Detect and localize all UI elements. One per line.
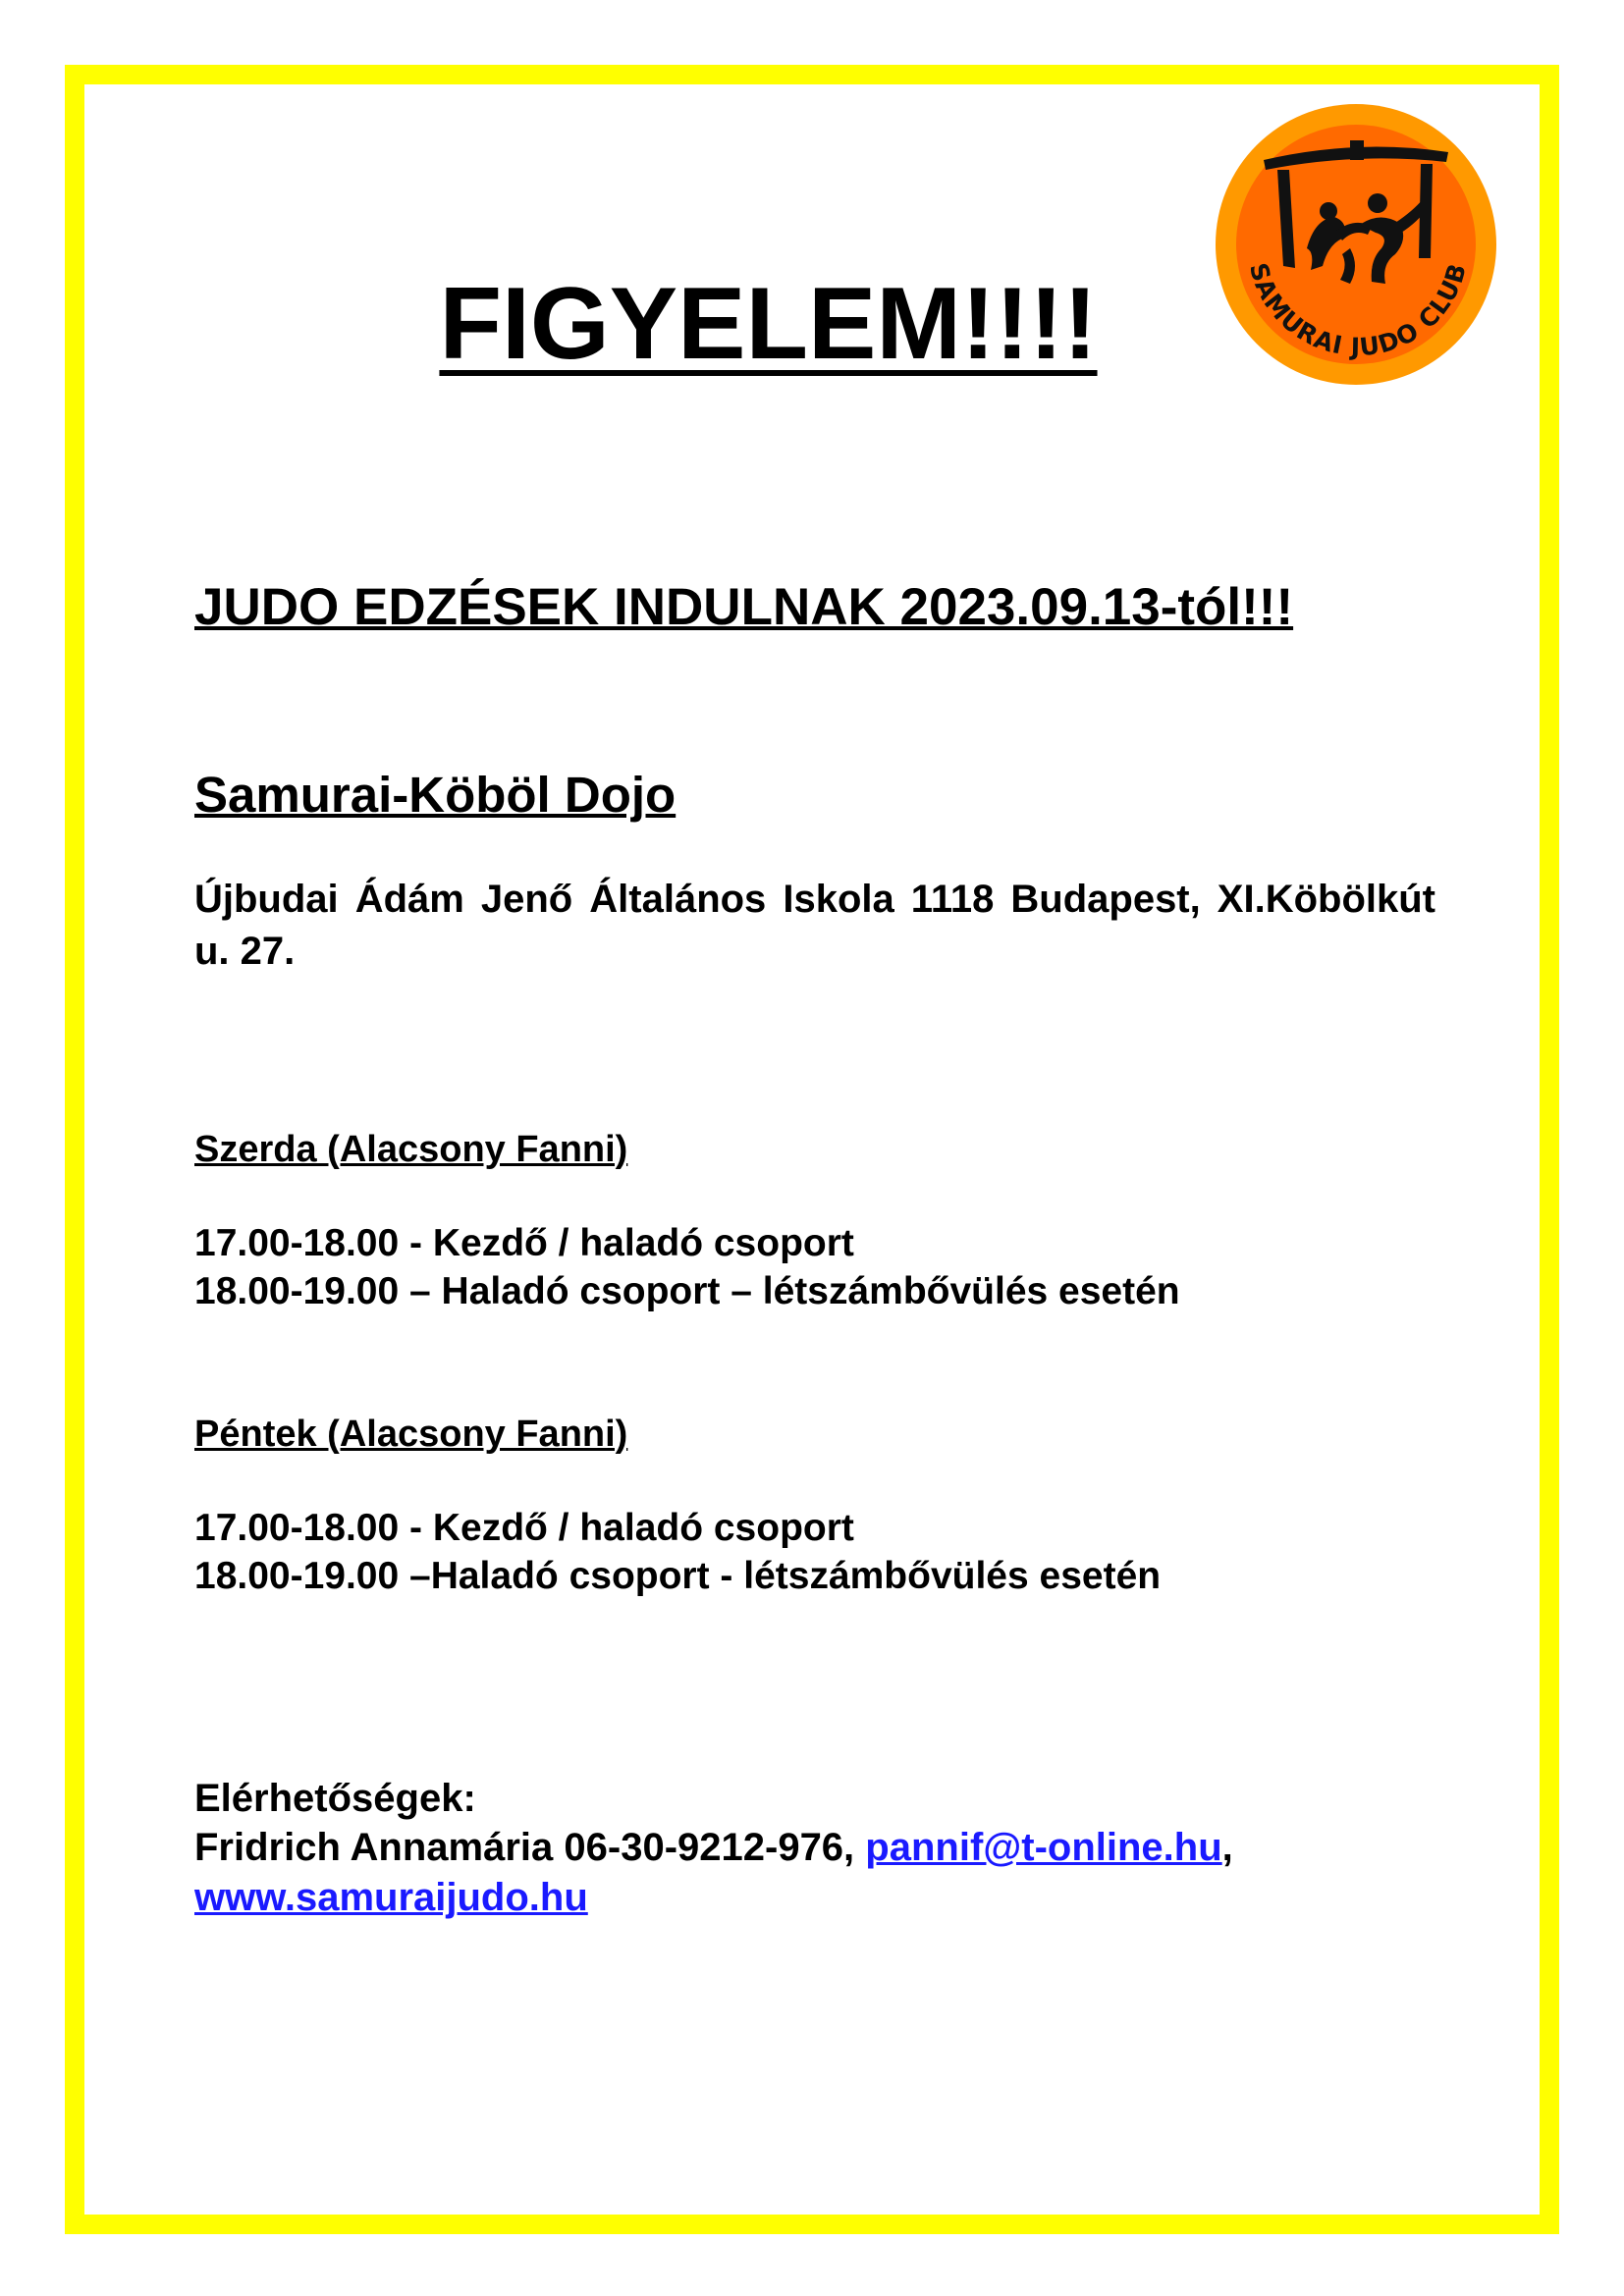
schedule-slot: 17.00-18.00 - Kezdő / haladó csoport (194, 1222, 854, 1264)
schedule-slot: 18.00-19.00 –Haladó csoport - létszámbővülés esetén (194, 1555, 1162, 1597)
logo-arc-text: SAMURAI JUDO CLUB (1243, 259, 1473, 362)
schedule-slot: 18.00-19.00 – Haladó csoport – létszámbővülés esetén (194, 1270, 1180, 1312)
dojo-name: Samurai-Köböl Dojo (194, 767, 677, 823)
contact-comma: , (1221, 1826, 1233, 1869)
dojo-address: Újbudai Ádám Jenő Általános Iskola 1118 Budapest, XI.Köbölkút u. 27. (194, 878, 1435, 973)
schedule-day-wednesday: Szerda (Alacsony Fanni) (194, 1129, 628, 1170)
contact-name-phone: Fridrich Annamária 06-30-9212-976, (194, 1826, 866, 1869)
contact-line (194, 1826, 1233, 1870)
schedule-slot: 17.00-18.00 - Kezdő / haladó csoport (194, 1507, 854, 1549)
contact-website-line (194, 1876, 588, 1920)
schedule-day-friday: Péntek (Alacsony Fanni) (194, 1414, 628, 1455)
website-link[interactable]: www.samuraijudo.hu (194, 1876, 588, 1919)
logo-torii-post (1350, 140, 1364, 160)
contact-heading: Elérhetőségek: (194, 1777, 476, 1820)
page-title: FIGYELEM!!!! (439, 267, 1098, 381)
training-start-announcement: JUDO EDZÉSEK INDULNAK 2023.09.13-tól!!! (194, 578, 1294, 636)
email-link[interactable]: pannif@t-online.hu (865, 1826, 1222, 1869)
